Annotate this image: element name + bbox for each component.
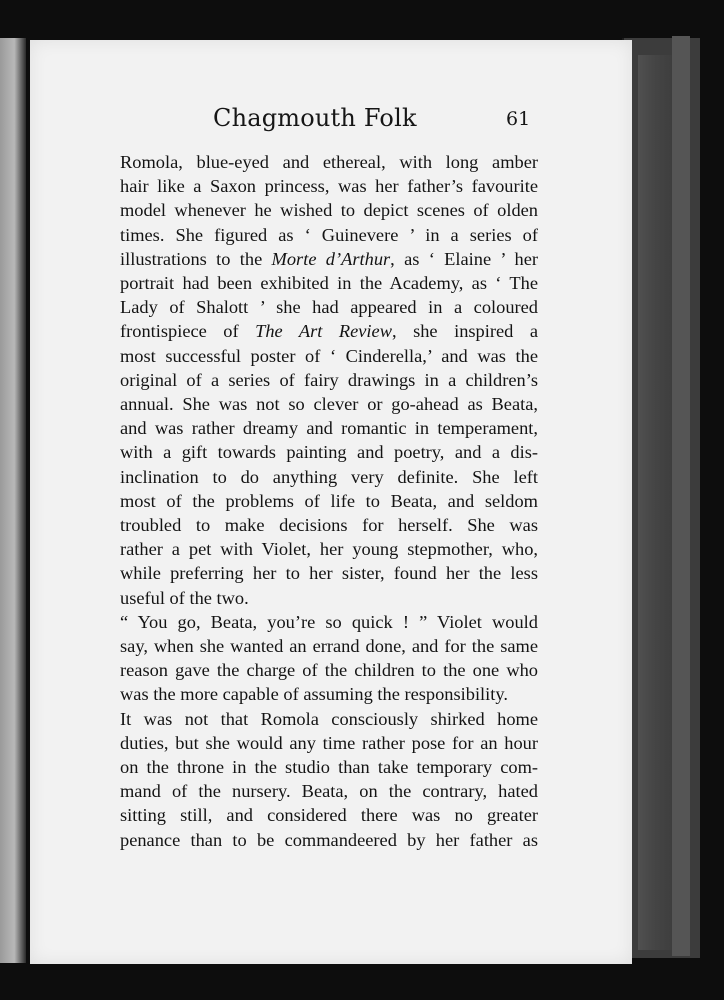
italic-title: Morte d’Arthur	[271, 248, 391, 269]
text-line: mand of the nursery. Beata, on the contrary, hated	[120, 781, 538, 802]
text-line: illustrations to the Morte d’Arthur, as ‘ Elaine ’ her	[120, 248, 538, 269]
text-line: Lady of Shalott ’ she had appeared in a coloured	[120, 297, 538, 318]
text-line: on the throne in the studio than take temporary com-	[120, 757, 538, 778]
text-line: say, when she wanted an errand done, and for the same	[120, 636, 538, 657]
text-line: annual. She was not so clever or go-ahead as Beata,	[120, 394, 538, 415]
text-line: “ You go, Beata, you’re so quick ! ” Violet would	[120, 611, 538, 632]
italic-title: The Art Review	[255, 321, 392, 342]
body-text	[103, 150, 538, 852]
text-line: model whenever he wished to depict scenes of olden	[120, 200, 538, 221]
text-line: and was rather dreamy and romantic in temperament,	[120, 418, 538, 439]
text-line: was the more capable of assuming the responsibility.	[120, 684, 508, 705]
text-line: times. She figured as ‘ Guinevere ’ in a series of	[120, 224, 538, 245]
text-line: It was not that Romola consciously shirked home	[120, 708, 538, 729]
text-line: inclination to do anything very definite. She left	[120, 466, 538, 487]
text-line: duties, but she would any time rather pose for an hour	[120, 732, 538, 753]
paragraph	[103, 150, 538, 610]
text-line: rather a pet with Violet, her young stepmother, who,	[120, 539, 538, 560]
running-head-title: Chagmouth Folk	[213, 104, 417, 132]
paragraph	[103, 707, 538, 852]
text-line: original of a series of fairy drawings in a children’s	[120, 369, 538, 390]
text-line: most successful poster of ‘ Cinderella,’ and was the	[120, 345, 538, 366]
text-line: reason gave the charge of the children to the one who	[120, 660, 538, 681]
text-line: useful of the two.	[120, 587, 249, 608]
text-line: troubled to make decisions for herself. She was	[120, 515, 538, 536]
text-line: Romola, blue-eyed and ethereal, with long amber	[120, 152, 538, 172]
previous-page-edge	[0, 38, 26, 963]
text-line: with a gift towards painting and poetry, and a dis-	[120, 442, 538, 463]
page-number: 61	[506, 108, 531, 130]
text-line: hair like a Saxon princess, was her father’s favourite	[120, 176, 538, 197]
text-line: sitting still, and considered there was no greater	[120, 805, 538, 826]
book-page	[30, 40, 632, 964]
paragraph	[103, 610, 538, 707]
text-line: frontispiece of The Art Review, she inspired a	[120, 321, 538, 342]
text-line: penance than to be commandeered by her father as	[120, 829, 538, 850]
book-cover-edge	[672, 36, 690, 956]
running-head	[30, 104, 632, 138]
text-line: while preferring her to her sister, found her the less	[120, 563, 538, 584]
text-line: most of the problems of life to Beata, and seldom	[120, 490, 538, 511]
text-line: portrait had been exhibited in the Academy, as ‘ The	[120, 273, 538, 294]
